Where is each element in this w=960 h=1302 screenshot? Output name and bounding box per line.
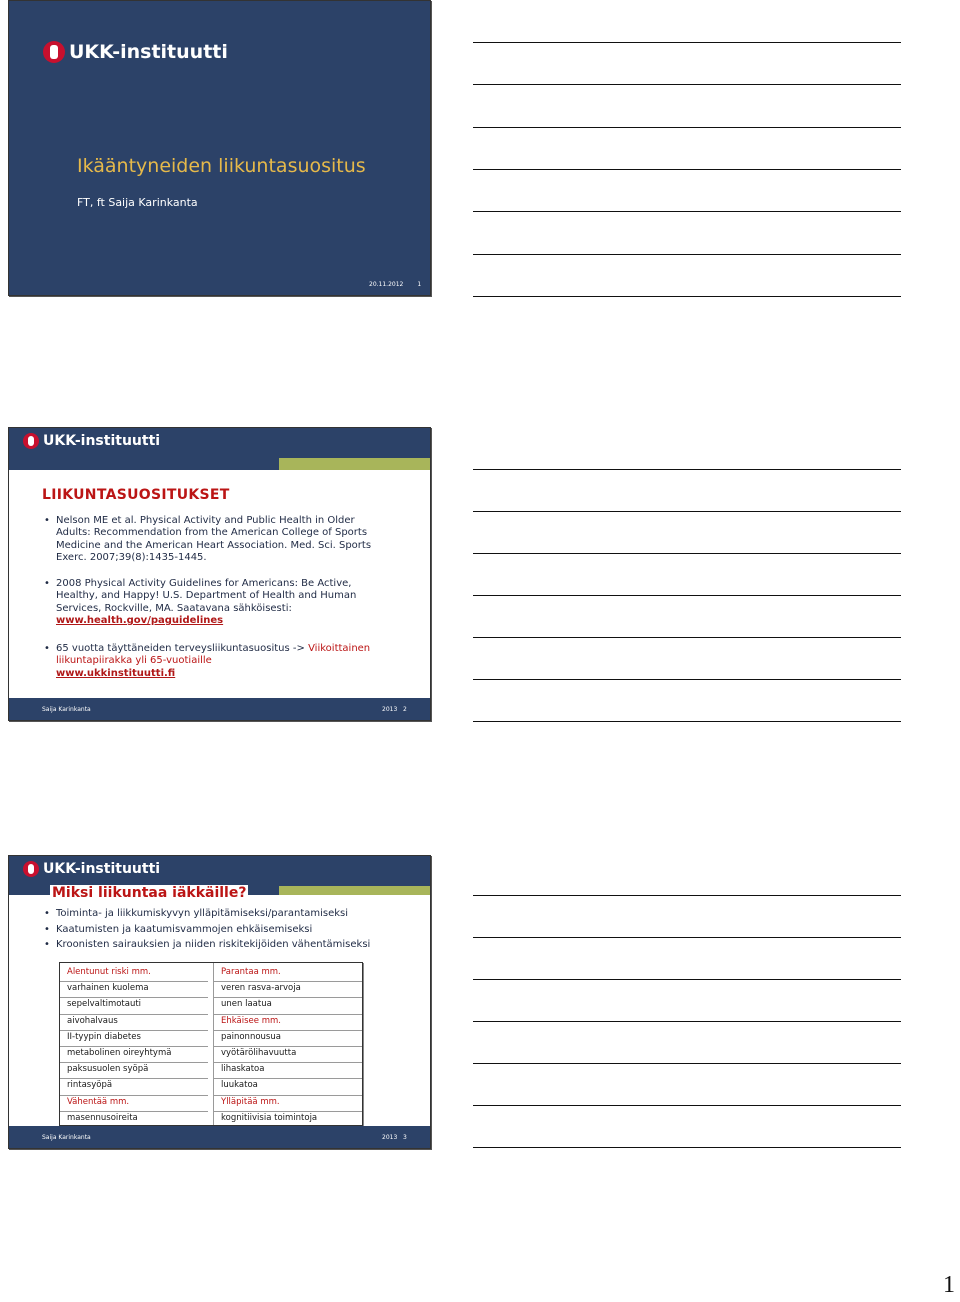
- ukk-logo-icon: [43, 41, 65, 63]
- slide-date: 20.11.2012: [369, 281, 404, 288]
- table-cell: vyötärölihavuutta: [214, 1047, 362, 1063]
- slide-footer-bar: [9, 698, 430, 720]
- table-cell: aivohalvaus: [60, 1015, 208, 1031]
- slide-number: 3: [403, 1134, 407, 1141]
- table-cell: luukatoa: [214, 1079, 362, 1095]
- slide-footer-bar: [9, 1126, 430, 1148]
- reference-list: [42, 515, 382, 565]
- header-stripe-dark: [9, 458, 279, 470]
- notes-line: [473, 469, 901, 470]
- slide-footer: [369, 281, 431, 288]
- slide-subtitle: FT, ft Saija Karinkanta: [77, 196, 198, 209]
- slide-heading: LIIKUNTASUOSITUKSET: [42, 487, 230, 503]
- notes-line: [473, 1147, 901, 1148]
- benefits-table: [59, 962, 363, 1126]
- slide-header-bar: [9, 428, 430, 458]
- slide-1: [8, 0, 431, 296]
- slide-heading: Miksi liikuntaa iäkkäille?: [52, 885, 247, 901]
- notes-line: [473, 1063, 901, 1064]
- table-cell: paksusuolen syöpä: [60, 1063, 208, 1079]
- slide-header-bar: [9, 856, 430, 886]
- table-cell-header: Vähentää mm.: [60, 1096, 208, 1112]
- reason-item: • Kroonisten sairauksien ja niiden riskitekijöiden vähentämiseksi: [42, 937, 422, 953]
- reason-item: • Kaatumisten ja kaatumisvammojen ehkäisemiseksi: [42, 922, 422, 938]
- reference-item: [42, 578, 382, 628]
- notes-line: [473, 511, 901, 512]
- reference-text: 2008 Physical Activity Guidelines for Americans: Be Active, Healthy, and Happy! U.S. Department of Health and Human Services, Rockville, MA. Saatavana sähköisesti:: [56, 578, 357, 614]
- logo-text: UKK-instituutti: [43, 433, 161, 449]
- notes-line: [473, 1021, 901, 1022]
- notes-line: [473, 127, 901, 128]
- notes-line: [473, 254, 901, 255]
- footer-year: 2013: [382, 706, 398, 713]
- notes-line: [473, 84, 901, 85]
- table-cell: kognitiivisia toimintoja: [221, 1112, 318, 1123]
- reference-list: [42, 643, 392, 680]
- header-stripe-green: [279, 458, 431, 470]
- notes-line: [473, 1105, 901, 1106]
- reference-text: 65 vuotta täyttäneiden terveysliikuntasuositus ->: [56, 643, 305, 654]
- ukk-logo: [43, 41, 228, 63]
- ukk-logo-icon: [23, 861, 39, 877]
- footer-author: Saija Karinkanta: [42, 706, 91, 713]
- notes-line: [473, 637, 901, 638]
- table-cell-header: Parantaa mm.: [214, 966, 362, 982]
- slide-3: [8, 855, 431, 1149]
- logo-text: UKK-instituutti: [43, 861, 161, 877]
- notes-line: [473, 595, 901, 596]
- header-stripe-green: [279, 886, 431, 895]
- ukk-logo-icon: [23, 433, 39, 449]
- slide-number: 2: [403, 706, 407, 713]
- slide-number: 1: [417, 281, 422, 288]
- notes-line: [473, 679, 901, 680]
- notes-line: [473, 42, 901, 43]
- reason-item: • Toiminta- ja liikkumiskyvyn ylläpitämiseksi/parantamiseksi: [42, 906, 422, 922]
- table-cell: lihaskatoa: [214, 1063, 362, 1079]
- left-column: [60, 966, 208, 1128]
- health-gov-link[interactable]: www.health.gov/paguidelines: [56, 615, 224, 627]
- table-cell: II-tyypin diabetes: [60, 1031, 208, 1047]
- table-cell: metabolinen oireyhtymä: [60, 1047, 208, 1063]
- reference-highlight: Viikoittainen liikuntapiirakka yli 65-vuotiaille: [56, 643, 371, 667]
- table-cell-header: Alentunut riski mm.: [60, 966, 208, 982]
- table-cell-header: Ehkäisee mm.: [214, 1015, 362, 1031]
- table-cell: masennusoireita: [67, 1112, 138, 1123]
- reason-list: [42, 906, 422, 953]
- slide-title: Ikääntyneiden liikuntasuositus: [77, 155, 366, 177]
- notes-line: [473, 211, 901, 212]
- footer-author: Saija Karinkanta: [42, 1134, 91, 1141]
- notes-line: [473, 937, 901, 938]
- ukk-link[interactable]: www.ukkinstituutti.fi: [56, 667, 176, 679]
- table-cell: sepelvaltimotauti: [60, 998, 208, 1014]
- table-cell: varhainen kuolema: [60, 982, 208, 998]
- table-cell: rintasyöpä: [60, 1079, 208, 1095]
- right-column: [214, 966, 362, 1128]
- logo-text: UKK-instituutti: [69, 41, 228, 63]
- ukk-logo: [23, 433, 160, 449]
- table-cell-header: Ylläpitää mm.: [214, 1096, 362, 1112]
- table-cell: painonnousua: [214, 1031, 362, 1047]
- notes-line: [473, 721, 901, 722]
- page-number: 1: [943, 1272, 955, 1298]
- footer-year: 2013: [382, 1134, 398, 1141]
- table-cell: veren rasva-arvoja: [214, 982, 362, 998]
- slide-2: [8, 427, 431, 721]
- notes-line: [473, 296, 901, 297]
- reference-item: [42, 643, 392, 680]
- reference-item: • Nelson ME et al. Physical Activity and Public Health in Older Adults: Recommendation from the American College of Sports Medicine and the American Heart Association. Med. Sci. Sports Exerc. 2007;39(8):1435-1445.: [42, 515, 382, 565]
- notes-line: [473, 553, 901, 554]
- table-cell: unen laatua: [214, 998, 362, 1014]
- notes-line: [473, 895, 901, 896]
- notes-line: [473, 169, 901, 170]
- notes-line: [473, 979, 901, 980]
- reference-list: [42, 578, 382, 628]
- ukk-logo: [23, 861, 160, 877]
